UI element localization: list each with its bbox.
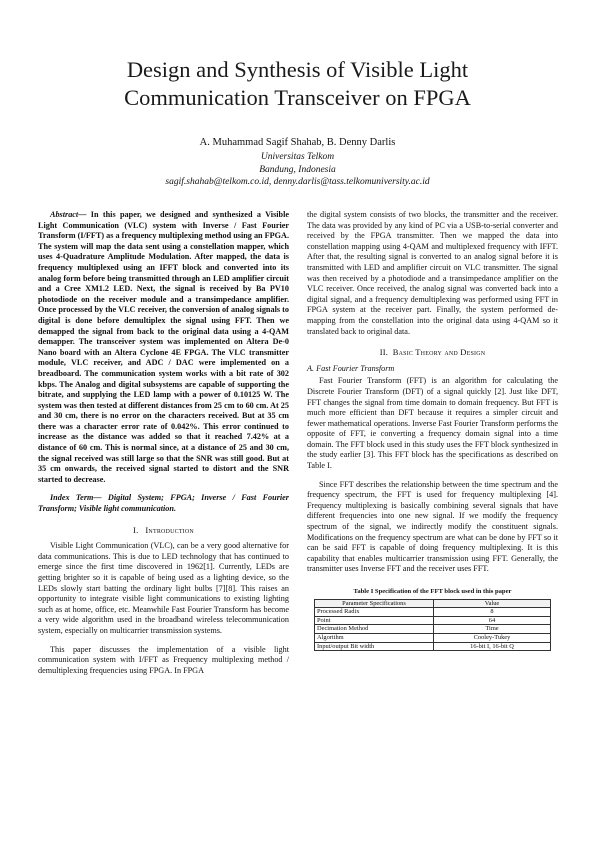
abstract — [38, 210, 289, 485]
left-column — [38, 210, 289, 684]
index-terms: Index Term— Digital System; FPGA; Inverse / Fast Fourier Transform; Visible light communication. — [38, 493, 289, 514]
table-row — [315, 616, 551, 625]
table-header-cell: Value — [434, 599, 551, 608]
abstract-lead: Abstract — [50, 210, 79, 219]
table-cell-parameter: Algorithm — [315, 633, 434, 642]
table-cell-value: 8 — [434, 608, 551, 617]
section-number: I. — [133, 524, 139, 535]
affiliation-location: Bandung, Indonesia — [259, 164, 336, 175]
table-cell-parameter: Decimation Method — [315, 625, 434, 634]
affiliation-university: Universitas Telkom — [260, 152, 335, 162]
fft-spec-table — [314, 599, 551, 652]
title-line-2: Communication Transceiver on FPGA — [124, 85, 471, 110]
affiliation — [40, 151, 555, 189]
paper-title — [40, 56, 555, 112]
subsection-heading-fft: A. Fast Fourier Transform — [307, 363, 395, 373]
table-cell-value: Cooley-Tukey — [434, 633, 551, 642]
section-heading-introduction — [38, 525, 289, 536]
paragraph-intro-2-continued: the digital system consists of two blocks, the transmitter and the receiver. The data was provided by any kind of PC via a USB-to-serial converter and received by the FPGA transmitter. Then we mapped the data into constellation mapping using 4-QAM and multiplexed frequency with IFFT. After that, the resulting signal is converted to an analog signal before it is transmitted with LED and amplifier circuit on VLC transmitter. The signal was then received by a photodiode and a transimpedance amplifier on the VLC receiver. Once received, the analog signal was converted back into a digital signal, and a frequency demultiplexing was performed using FFT in FPGA system at the receiver part. Finally, the system performed de-mapping from the constellation into the original data using 4-QAM so it translated back to original data. — [307, 210, 558, 336]
paragraph-fft-1: Fast Fourier Transform (FFT) is an algorithm for calculating the Discrete Fourier Transform (DFT) of a signal quickly [2]. Just like DFT, FFT changes the signal from time domain to domain frequency. But FFT is much more efficient than DFT because it requires a simpler circuit and fewer mathematical operations. Inverse Fast Fourier Transform performs the opposite of FFT, ie converting a frequency domain signal into a time domain. The FFT block used in this study uses the FFT block synthesized in the study earlier [3]. This FFT block has the specifications as described on Table I. — [307, 376, 558, 471]
table-header-cell: Parameter Specifications — [315, 599, 434, 608]
table-caption: Table I Specification of the FFT block used in this paper — [353, 588, 512, 595]
section-title: Introduction — [145, 524, 194, 535]
author-list: A. Muhammad Sagif Shahab, B. Denny Darlis — [199, 137, 396, 148]
table-cell-value: 64 — [434, 616, 551, 625]
section-heading-basic-theory — [307, 347, 558, 358]
title-line-1: Design and Synthesis of Visible Light — [126, 57, 469, 82]
table-row — [315, 625, 551, 634]
abstract-text: In this paper, we designed and synthesized a Visible Light Communication (VLC) system with Inverse / Fast Fourier Transform (I/FFT) as a frequency multiplexing method using an FPGA. The system will map the data sent using a constellation mapper, which uses 4-Quadrature Amplitude Modulation. After mapped, the data is frequency multiplexed using an IFFT block and converted into its analog form before being transmitted through an LED amplifier circuit and a Cree XM1.2 LED. Next, the signal is received by Ba PV10 photodiode on the receiver module and a transimpedance amplifier. Once processed by the VLC receiver, the conversion of analog signals to digital is done before demultiplex the signal using FFT. Then we demapped the signal from back to the original data using a 4-QAM demapper. The transceiver system was implemented on Altera De-0 Nano board with an Altera Cyclone 4E FPGA. The VLC transmitter module, VLC receiver, and ADC / DAC were implemented on a breadboard. The communication system works with a bit rate of 302 kbps. The Analog and digital subsystems are capable of supporting the bitrate, and supplying the LED lamp with a power of 0.10125 W. The system was then tested at different distances from 25 cm to 60 cm. At 25 and 30 cm, there is no error on the characters received. But at 35 cm there was a character error rate of 0.042%. This error continued to increase as the distance was added so that it reached 7.42% at a distance of 60 cm. This is normal since, at a distance of 25 and 30 cm, the signal received was still large so that the SNR was still good. But at 35 cm onwards, the received signal started to distort and the SNR started to decrease. — [38, 210, 289, 484]
section-number: II. — [379, 347, 389, 358]
table-cell-parameter: Point — [315, 616, 434, 625]
table-row — [315, 642, 551, 651]
paragraph-intro-1: Visible Light Communication (VLC), can be a very good alternative for data communications. This is due to LED technology that has continued to emerge since the first time discovered in 1962[1]. Currently, LEDs are getting brighter so it is capable of being used as a lighting device, so the LEDs slowly start batting the ordinary light bulbs [7][8]. This raises an opportunity to integrate visible light communications to existing lighting such as at home, office, etc. Meanwhile Fast Fourier Transform has become a very wide algorithm used in the broadband wireless telecommunication system, especially on multicarrier transmission systems. — [38, 541, 289, 635]
table-cell-value: 16-bit I, 16-bit Q — [434, 642, 551, 651]
table-cell-parameter: Processed Radix — [315, 608, 434, 617]
paragraph-fft-2: Since FFT describes the relationship between the time spectrum and the frequency spectrum, the FFT is used for frequency multiplexing [4]. Frequency multiplexing is basically combining several signals that have different frequencies into one new signal. If we modify the frequency spectrum of the signal, we indirectly modify the constituent signals. Modifications on the frequency spectrum are what can be done by FFT so it can be said FFT is capable of doing frequency multiplexing. It is this capability that enables multicarrier transmission using FFT. Generally, the transmitter uses Inverse FFT and the receiver uses FFT. — [307, 479, 558, 574]
paragraph-intro-2: This paper discusses the implementation of a visible light communication system with I/FFT as Frequency multiplexing method / demultiplexing frequencies using FPGA. In FPGA — [38, 644, 289, 675]
table-cell-parameter: Input/output Bit width — [315, 642, 434, 651]
table-header-row — [315, 599, 551, 608]
section-title: Basic Theory and Design — [392, 347, 486, 358]
right-column — [307, 210, 558, 651]
affiliation-emails: sagif.shahab@telkom.co.id, denny.darlis@tass.telkomuniversity.ac.id — [165, 177, 430, 188]
abstract-dash: — — [78, 210, 87, 219]
table-cell-value: Time — [434, 625, 551, 634]
table-row — [315, 633, 551, 642]
table-row — [315, 608, 551, 617]
